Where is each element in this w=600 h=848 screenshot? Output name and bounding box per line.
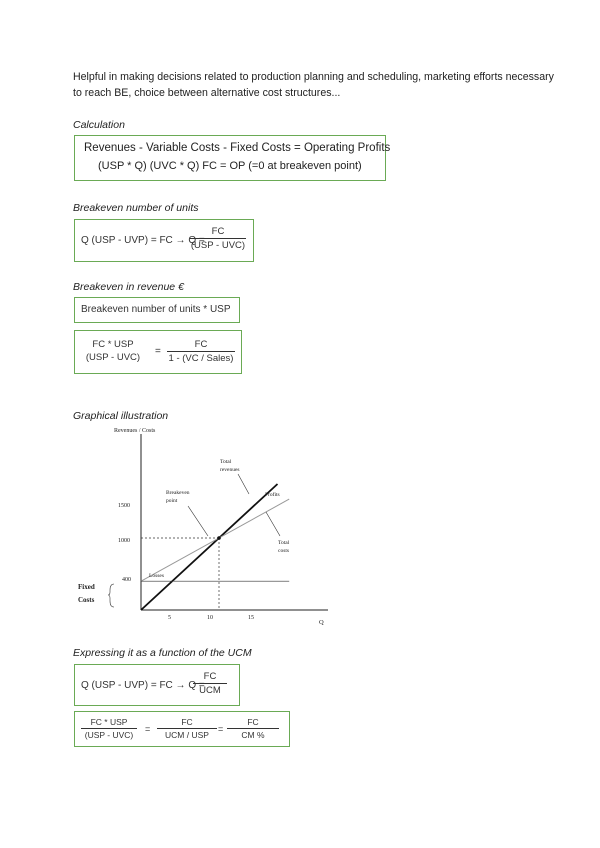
fraction-bar xyxy=(190,238,246,239)
fraction-2-denominator: 1 - (VC / Sales) xyxy=(168,353,234,364)
ucm-equals-2: = xyxy=(218,724,224,734)
ucm-numerator: FC xyxy=(203,671,217,682)
total-revenues-line xyxy=(141,484,278,610)
total-costs-arrow xyxy=(266,512,280,536)
y-axis-label: Revenues / Costs xyxy=(114,428,156,434)
fraction-bar xyxy=(81,728,137,729)
calculation-box xyxy=(74,135,391,181)
breakeven-revenue-equals: = xyxy=(155,346,161,357)
breakeven-label-1: Breakeven xyxy=(166,490,190,496)
y-tick-1500: 1500 xyxy=(118,503,130,509)
ucm-fraction-2 xyxy=(157,717,217,740)
fraction-bar xyxy=(167,351,235,352)
fraction-2-numerator: FC xyxy=(194,339,208,350)
ucm-fraction-3 xyxy=(227,717,279,740)
total-costs-label-1: Total xyxy=(278,540,290,546)
x-axis-label: Q xyxy=(319,619,324,626)
breakeven-units-lhs: Q (USP - UVP) = FC → Q = xyxy=(81,235,205,246)
profits-label: Profits xyxy=(265,492,280,498)
breakeven-units-numerator: FC xyxy=(211,226,225,237)
breakeven-units-box xyxy=(74,219,254,262)
total-costs-label-2: costs xyxy=(278,548,289,554)
y-tick-400: 400 xyxy=(122,577,131,583)
ucm-f3-numerator: FC xyxy=(247,717,259,727)
losses-label: Losses xyxy=(149,573,164,579)
breakeven-revenue-text: Breakeven number of units * USP xyxy=(81,304,231,315)
ucm-box-2 xyxy=(74,711,290,747)
calculation-line-2: (USP * Q) (UVC * Q) FC = OP (=0 at breakeven point) xyxy=(98,160,362,172)
y-tick-1000: 1000 xyxy=(118,538,130,544)
fixed-costs-brace xyxy=(108,584,114,607)
breakeven-units-denominator: (USP - UVC) xyxy=(190,240,246,251)
fixed-costs-label-2: Costs xyxy=(78,596,95,604)
ucm-fraction-1 xyxy=(81,717,137,740)
ucm-f3-denominator: CM % xyxy=(241,730,265,740)
fraction-bar xyxy=(227,728,279,729)
total-costs-line xyxy=(141,499,289,581)
ucm-denominator: UCM xyxy=(199,685,221,696)
breakeven-arrow xyxy=(188,506,208,536)
graphical-heading: Graphical illustration xyxy=(73,410,169,422)
fraction-1-denominator: (USP - UVC) xyxy=(85,352,141,363)
calculation-line-1: Revenues - Variable Costs - Fixed Costs = Operating Profits xyxy=(84,142,391,154)
breakeven-revenue-fraction-2 xyxy=(167,339,235,364)
breakeven-chart xyxy=(70,424,340,630)
breakeven-units-heading: Breakeven number of units xyxy=(73,202,199,214)
breakeven-revenue-fraction-1 xyxy=(83,339,143,363)
calculation-heading: Calculation xyxy=(73,119,125,131)
ucm-lhs: Q (USP - UVP) = FC → Q = xyxy=(81,680,205,691)
ucm-fraction xyxy=(193,671,227,696)
breakeven-revenue-box-1 xyxy=(74,297,240,323)
x-tick-5: 5 xyxy=(168,615,171,621)
breakeven-point-marker xyxy=(217,536,221,540)
total-revenues-label-1: Total xyxy=(220,459,232,465)
ucm-heading: Expressing it as a function of the UCM xyxy=(73,647,252,659)
intro-paragraph: Helpful in making decisions related to production planning and scheduling, marketing efforts necessary to reach BE, choice between alternative cost structures... xyxy=(73,71,554,99)
fraction-bar xyxy=(157,728,217,729)
ucm-f1-numerator: FC * USP xyxy=(90,717,128,727)
fraction-bar xyxy=(193,683,227,684)
ucm-equals-1: = xyxy=(145,724,151,734)
ucm-f2-numerator: FC xyxy=(181,717,193,727)
total-revenues-label-2: revenues xyxy=(220,467,240,473)
total-revenues-arrow xyxy=(238,474,249,494)
ucm-f1-denominator: (USP - UVC) xyxy=(84,730,134,740)
breakeven-units-fraction xyxy=(190,226,246,251)
fixed-costs-label-1: Fixed xyxy=(78,583,95,591)
ucm-f2-denominator: UCM / USP xyxy=(165,730,209,740)
x-tick-10: 10 xyxy=(207,615,213,621)
breakeven-revenue-box-2 xyxy=(74,330,242,374)
ucm-box-1 xyxy=(74,664,240,706)
x-tick-15: 15 xyxy=(248,615,254,621)
breakeven-label-2: point xyxy=(166,498,178,504)
fraction-1-numerator: FC * USP xyxy=(92,339,134,350)
breakeven-revenue-heading: Breakeven in revenue € xyxy=(73,281,184,293)
